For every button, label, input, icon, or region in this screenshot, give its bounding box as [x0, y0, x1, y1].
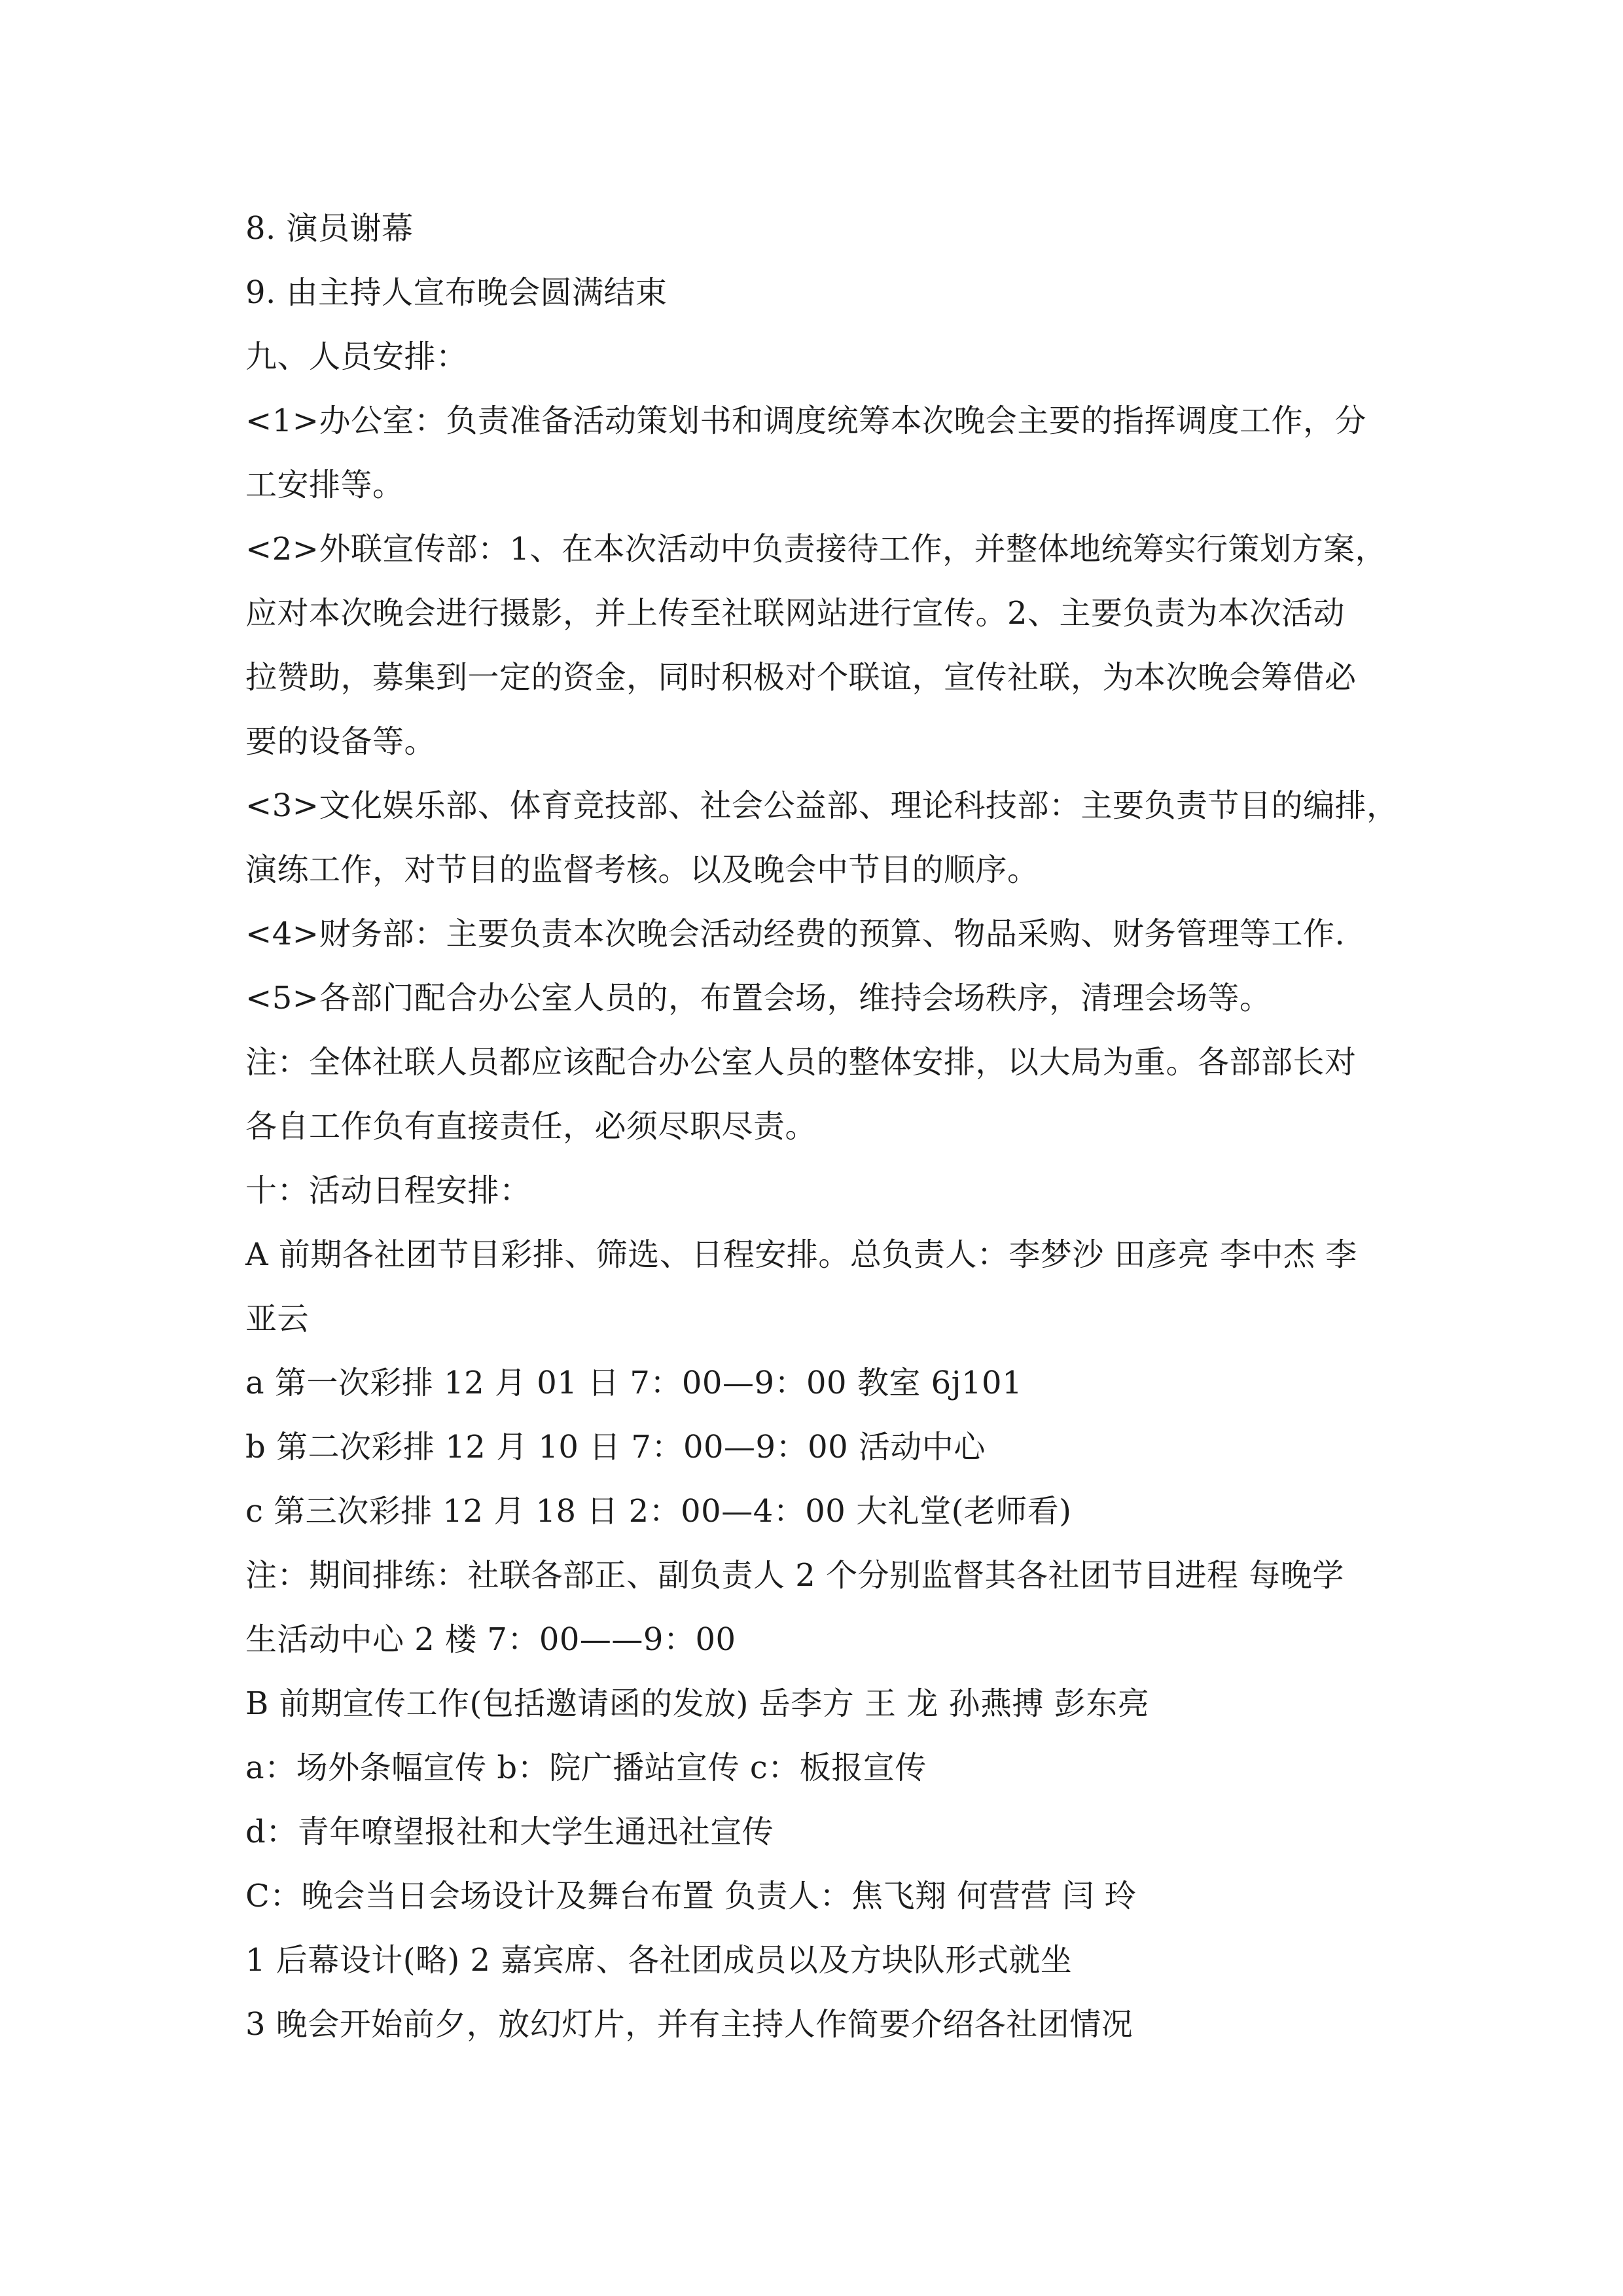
- text-line: 应对本次晚会进行摄影，并上传至社联网站进行宣传。2、主要负责为本次活动: [245, 595, 1346, 632]
- text-line: B 前期宣传工作(包括邀请函的发放) 岳李方 王 龙 孙燕搏 彭东亮: [245, 1685, 1150, 1722]
- text-line: 要的设备等。: [245, 723, 437, 760]
- text-line: 生活动中心 2 楼 7：00——9：00: [245, 1621, 736, 1658]
- text-line: <1>办公室：负责准备活动策划书和调度统筹本次晚会主要的指挥调度工作，分: [245, 403, 1366, 439]
- text-line: 亚云: [245, 1300, 310, 1337]
- text-line: 9. 由主持人宣布晚会圆满结束: [245, 274, 668, 311]
- text-line: c 第三次彩排 12 月 18 日 2：00—4：00 大礼堂(老师看): [245, 1493, 1072, 1530]
- text-line: 8. 演员谢幕: [245, 210, 414, 247]
- text-line: 3 晚会开始前夕，放幻灯片，并有主持人作简要介绍各社团情况: [245, 2006, 1133, 2043]
- text-line: <4>财务部：主要负责本次晚会活动经费的预算、物品采购、财务管理等工作.: [245, 916, 1346, 952]
- text-line: 各自工作负有直接责任，必须尽职尽责。: [245, 1108, 817, 1145]
- text-line: 1 后幕设计(略) 2 嘉宾席、各社团成员以及方块队形式就坐: [245, 1942, 1073, 1979]
- document-body: [245, 196, 1404, 2056]
- section-heading: 十：活动日程安排：: [245, 1172, 531, 1209]
- text-line: 演练工作，对节目的监督考核。以及晚会中节目的顺序。: [245, 852, 1039, 888]
- text-line: b 第二次彩排 12 月 10 日 7：00—9：00 活动中心: [245, 1429, 986, 1465]
- text-line: <3>文化娱乐部、体育竞技部、社会公益部、理论科技部：主要负责节目的编排，: [245, 787, 1399, 824]
- text-line: C：晚会当日会场设计及舞台布置 负责人：焦飞翔 何营营 闫 玲: [245, 1878, 1137, 1914]
- text-line: 注：全体社联人员都应该配合办公室人员的整体安排，以大局为重。各部部长对: [245, 1044, 1357, 1081]
- section-heading: 九、人员安排：: [245, 338, 468, 375]
- text-line: <2>外联宣传部：1、在本次活动中负责接待工作，并整体地统筹实行策划方案，: [245, 531, 1387, 567]
- text-line: 工安排等。: [245, 467, 404, 503]
- text-line: a：场外条幅宣传 b：院广播站宣传 c：板报宣传: [245, 1749, 927, 1786]
- text-line: d：青年嘹望报社和大学生通迅社宣传: [245, 1814, 774, 1850]
- text-line: A 前期各社团节目彩排、筛选、日程安排。总负责人：李梦沙 田彦亮 李中杰 李: [245, 1236, 1357, 1273]
- text-line: <5>各部门配合办公室人员的，布置会场，维持会场秩序，清理会场等。: [245, 980, 1272, 1016]
- text-line: 注：期间排练：社联各部正、副负责人 2 个分别监督其各社团节目进程 每晚学: [245, 1557, 1344, 1594]
- text-line: 拉赞助，募集到一定的资金，同时积极对个联谊，宣传社联，为本次晚会筹借必: [245, 659, 1357, 696]
- text-line: a 第一次彩排 12 月 01 日 7：00—9：00 教室 6j101: [245, 1365, 1023, 1401]
